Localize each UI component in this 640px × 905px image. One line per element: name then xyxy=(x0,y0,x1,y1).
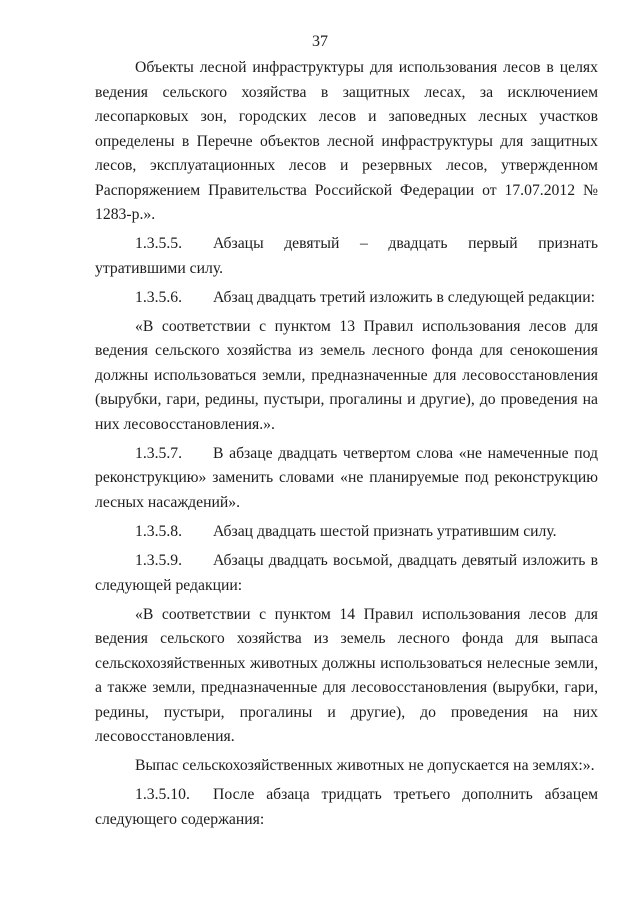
clause-text: Абзац двадцать шестой признать утратившим силу. xyxy=(213,522,557,540)
clause-number: 1.3.5.6. xyxy=(135,288,183,306)
clause-number: 1.3.5.10. xyxy=(135,786,190,804)
clause-number: 1.3.5.7. xyxy=(135,444,183,462)
paragraph-forest-infrastructure: Объекты лесной инфраструктуры для использования лесов в целях ведения сельского хозяйства в защитных лесах, за исключением лесопарковых зон, городских лесов и заповедных лесных участков определены в Перечне объектов лесной инфраструктуры для защитных лесов, эксплуатационных лесов и резервных лесов, утвержденном Распоряжением Правительства Российской Федерации от 17.07.2012 № 1283-р.». xyxy=(95,59,598,223)
quote-haymaking: «В соответствии с пунктом 13 Правил использования лесов для ведения сельского хозяйства из земель лесного фонда для сенокошения должны использоваться земли, предназначенные для лесовосстановления (вырубки, гари, редины, пустыри, прогалины и другие), до проведения на них лесовосстановления.». xyxy=(95,317,598,433)
clause-1-3-5-9 xyxy=(95,549,598,598)
clause-1-3-5-7 xyxy=(95,442,598,516)
clause-1-3-5-10 xyxy=(95,783,598,832)
clause-text: В абзаце двадцать четвертом слова «не намеченные под реконструкцию» заменить словами «не планируемые под реконструкцию лесных насаждений». xyxy=(95,444,598,511)
quote-grazing: «В соответствии с пунктом 14 Правил использования лесов для ведения сельского хозяйства из земель лесного фонда для выпаса сельскохозяйственных животных должны использоваться нелесные земли, а также земли, предназначенные для лесовосстановления (вырубки, гари, редины, пустыри, прогалины и другие), до проведения на них лесовосстановления. xyxy=(95,605,598,746)
clause-1-3-5-8 xyxy=(95,520,598,545)
clause-text: Абзацы двадцать восьмой, двадцать девятый изложить в следующей редакции: xyxy=(95,552,598,594)
clause-1-3-5-6 xyxy=(95,286,598,311)
clause-text: Абзацы девятый – двадцать первый признать утратившими силу. xyxy=(95,235,598,277)
clause-text: После абзаца тридцать третьего дополнить абзацем следующего содержания: xyxy=(95,786,598,828)
clause-text: Абзац двадцать третий изложить в следующей редакции: xyxy=(213,288,595,306)
clause-number: 1.3.5.5. xyxy=(135,235,183,253)
clause-number: 1.3.5.9. xyxy=(135,552,183,570)
page-number: 37 xyxy=(312,33,328,50)
clause-number: 1.3.5.8. xyxy=(135,522,183,540)
paragraph-grazing-prohibited: Выпас сельскохозяйственных животных не допускается на землях:». xyxy=(135,757,595,775)
clause-1-3-5-5 xyxy=(95,232,598,281)
document-body xyxy=(95,56,598,832)
